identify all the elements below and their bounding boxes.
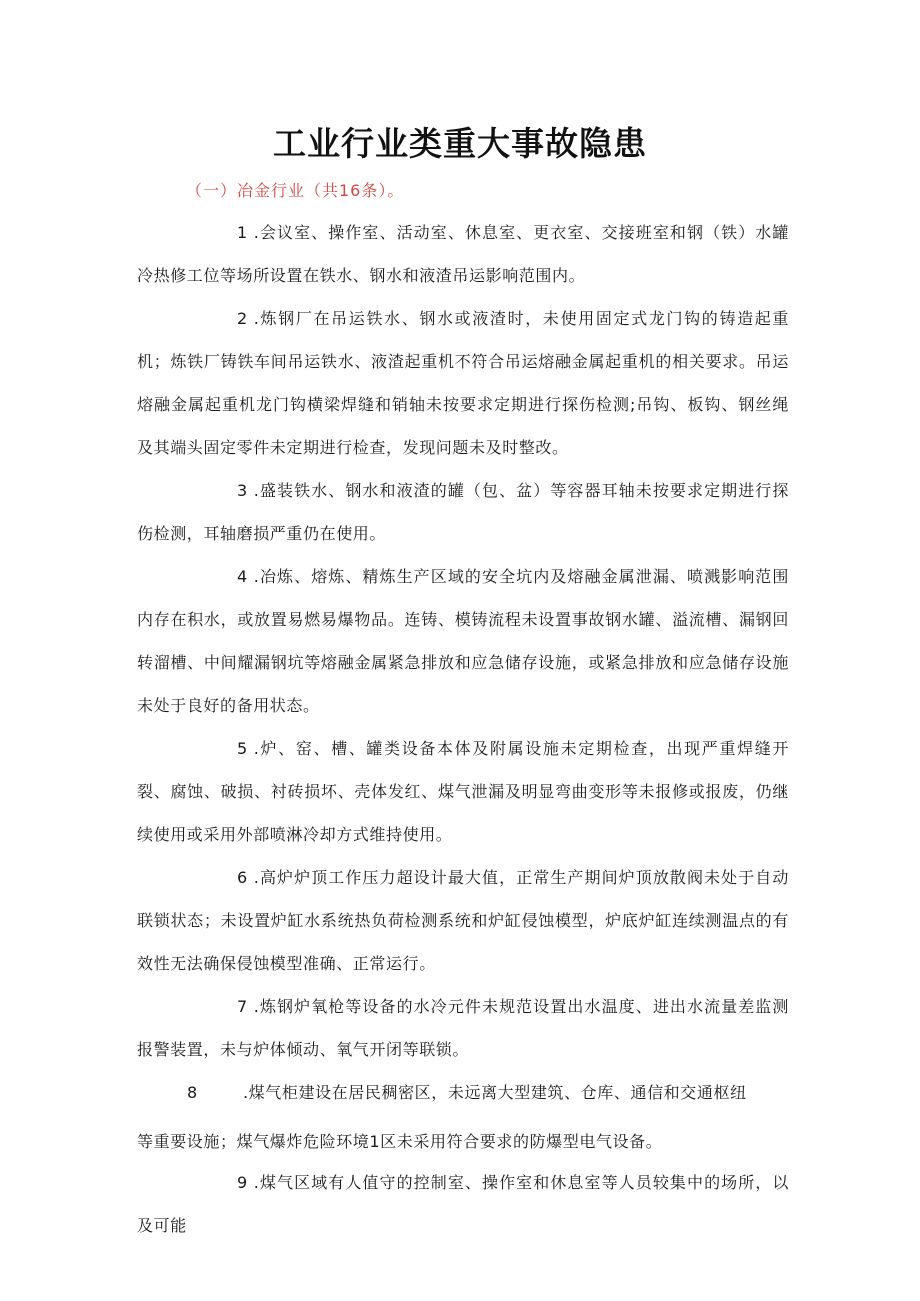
item-number: 2 bbox=[237, 309, 248, 328]
item-text: .炼钢厂在吊运铁水、钢水或液渣时，未使用固定式龙门钩的铸造起重机；炼铁厂铸铁车间吊运铁水、液渣起重机不符合吊运熔融金属起重机的相关要求。吊运熔融金属起重机龙门钩横梁焊缝和销轴未按要求定期进行探伤检测;吊钩、板钩、钢丝绳及其端头固定零件未定期进行检查，发现问题未及时整改。 bbox=[137, 309, 789, 457]
item-number: 5 bbox=[237, 739, 248, 758]
item-text-continued: 等重要设施；煤气爆炸危险环境1区未采用符合要求的防爆型电气设备。 bbox=[137, 1132, 663, 1151]
list-item bbox=[137, 469, 789, 555]
item-text: .高炉炉顶工作压力超设计最大值，正常生产期间炉顶放散阀未处于自动联锁状态；未设置炉缸水系统热负荷检测系统和炉缸侵蚀模型，炉底炉缸连续测温点的有效性无法确保侵蚀模型准确、正常运行。 bbox=[137, 868, 789, 973]
list-item bbox=[137, 297, 789, 469]
item-text: .煤气区域有人值守的控制室、操作室和休息室等人员较集中的场所，以及可能 bbox=[137, 1173, 789, 1235]
item-text: .煤气柜建设在居民稠密区，未远离大型建筑、仓库、通信和交通枢纽 bbox=[243, 1083, 747, 1102]
item-number: 1 bbox=[237, 223, 248, 242]
list-item bbox=[137, 1161, 789, 1235]
item-number: 6 bbox=[237, 868, 248, 887]
list-item bbox=[137, 985, 789, 1071]
list-item bbox=[137, 555, 789, 727]
item-number: 4 bbox=[237, 567, 248, 586]
page-title: 工业行业类重大事故隐患 bbox=[273, 124, 647, 163]
item-number: 9 bbox=[237, 1173, 248, 1192]
item-text: .炉、窑、槽、罐类设备本体及附属设施未定期检查，出现严重焊缝开裂、腐蚀、破损、衬砖损坏、壳体发红、煤气泄漏及明显弯曲变形等未报修或报废，仍继续使用或采用外部喷淋冷却方式维持使用。 bbox=[137, 739, 789, 844]
list-item bbox=[137, 211, 789, 297]
list-item bbox=[187, 1071, 787, 1114]
item-text: .炼钢炉氧枪等设备的水冷元件未规范设置出水温度、进出水流量差监测报警装置，未与炉体倾动、氧气开闭等联锁。 bbox=[137, 997, 789, 1059]
item-number: 7 bbox=[237, 997, 248, 1016]
item-text: .冶炼、熔炼、精炼生产区域的安全坑内及熔融金属泄漏、喷溅影响范围内存在积水，或放置易燃易爆物品。连铸、模铸流程未设置事故钢水罐、溢流槽、漏钢回转溜槽、中间耀漏钢坑等熔融金属紧急排放和应急储存设施，或紧急排放和应急储存设施未处于良好的备用状态。 bbox=[137, 567, 789, 715]
list-item bbox=[137, 856, 789, 985]
list-item bbox=[137, 727, 789, 856]
item-number: 3 bbox=[237, 481, 248, 500]
item-number: 8 bbox=[187, 1083, 198, 1102]
item-text: .盛装铁水、钢水和液渣的罐（包、盆）等容器耳轴未按要求定期进行探伤检测，耳轴磨损严重仍在使用。 bbox=[137, 481, 789, 543]
item-text: .会议室、操作室、活动室、休息室、更衣室、交接班室和钢（铁）水罐冷热修工位等场所设置在铁水、钢水和液渣吊运影响范围内。 bbox=[137, 223, 789, 285]
section-heading: （一）冶金行业（共16条）。 bbox=[186, 181, 405, 200]
